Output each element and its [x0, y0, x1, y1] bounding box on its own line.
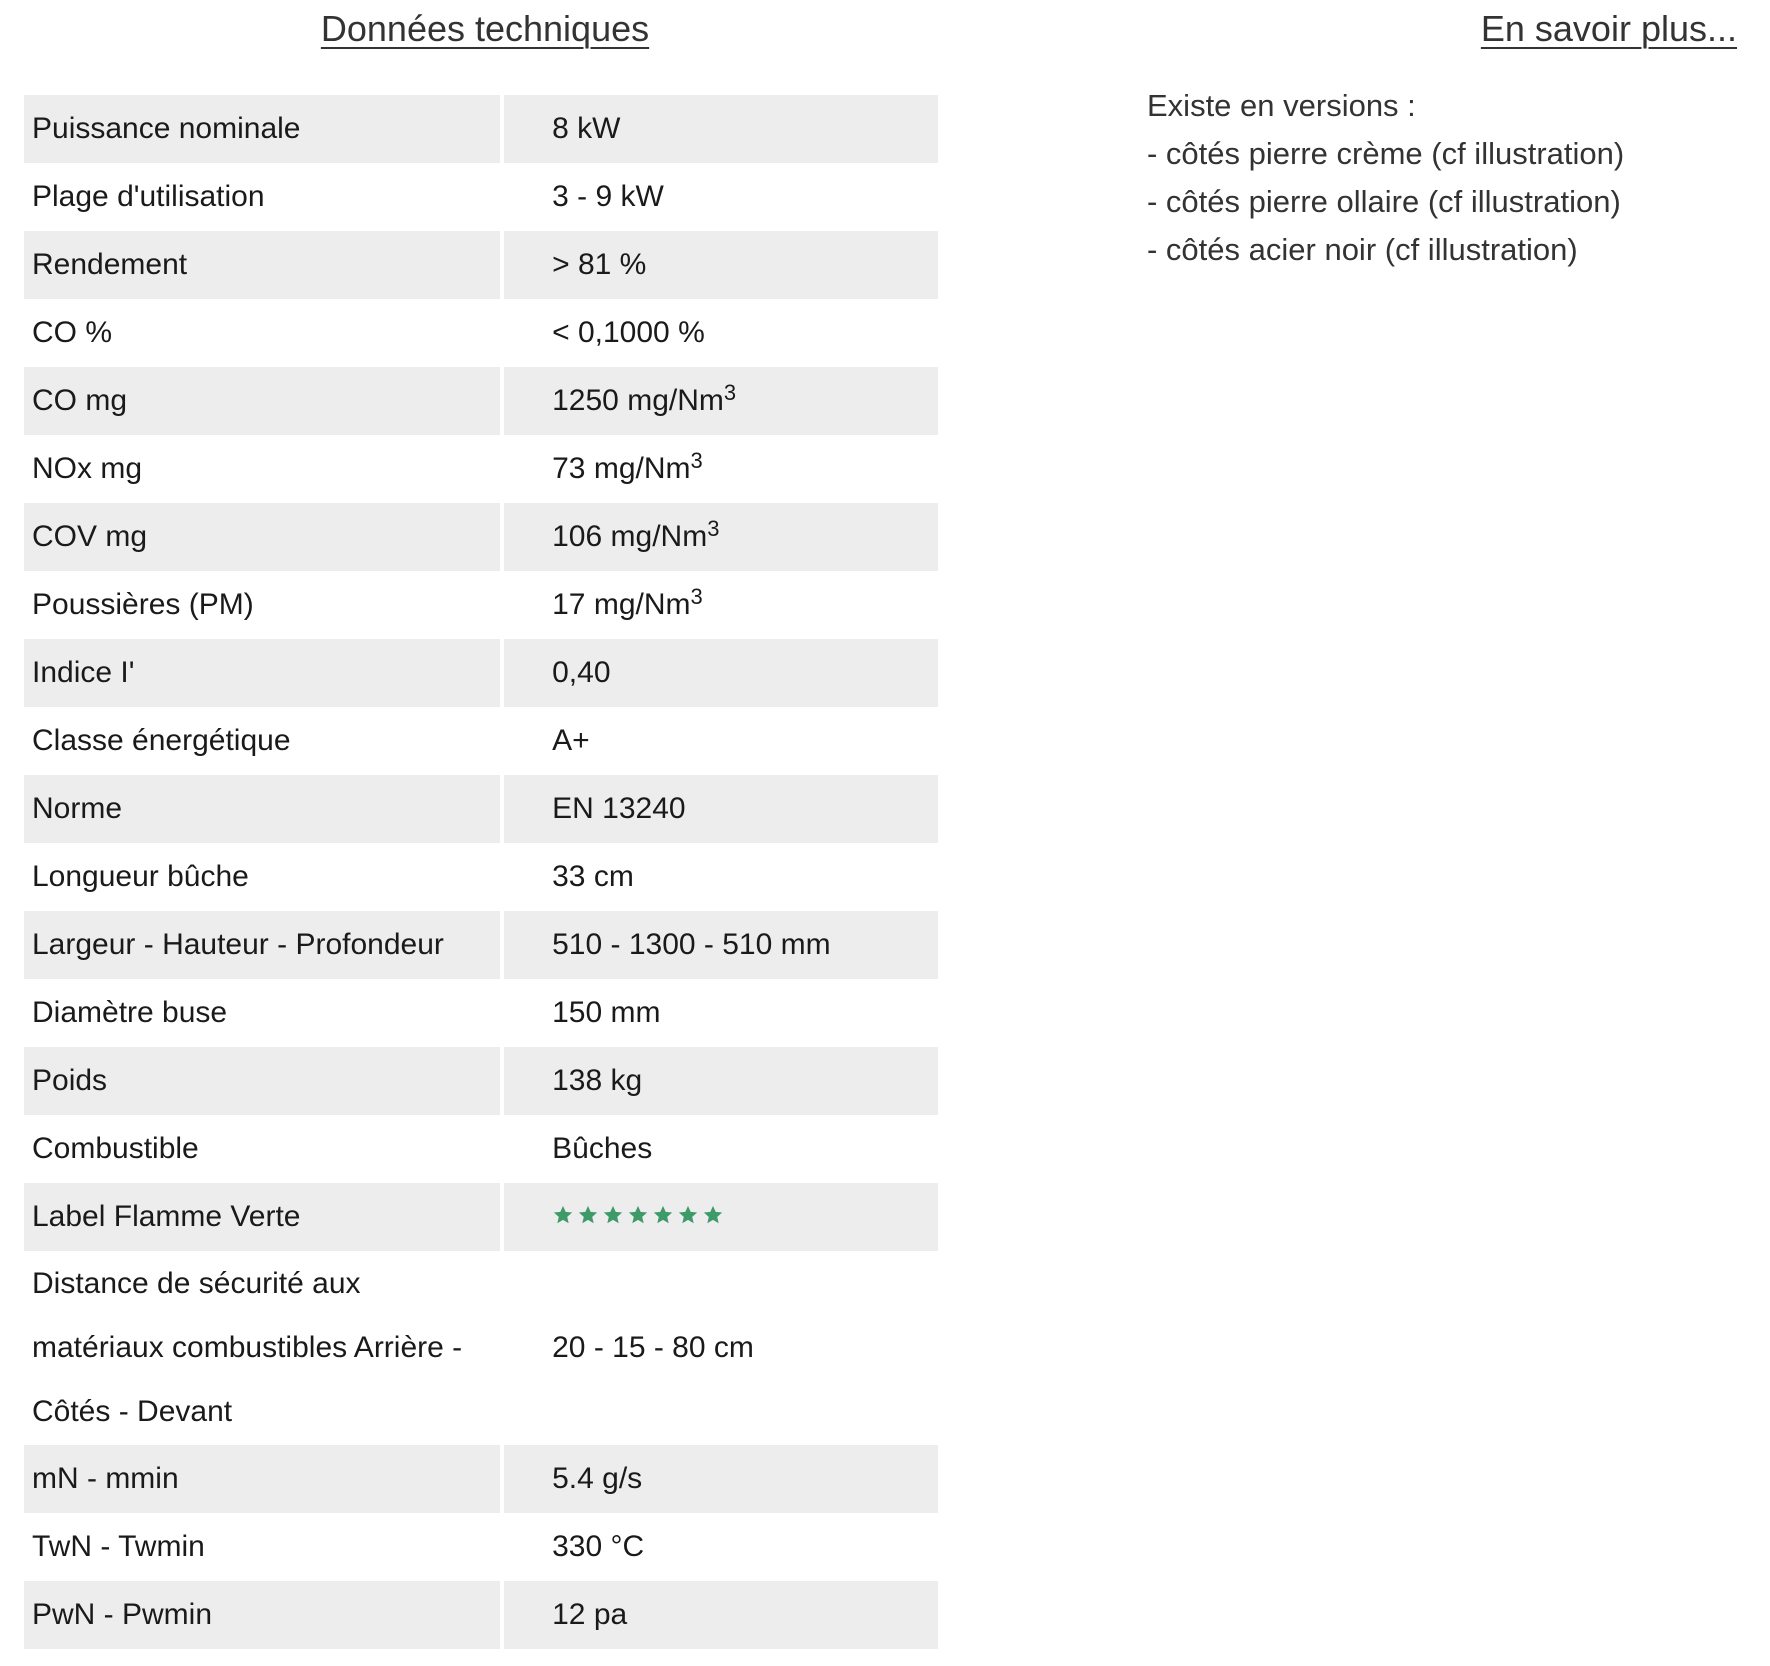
spec-label: Classe énergétique	[32, 724, 291, 757]
spec-row	[24, 435, 938, 503]
spec-row	[24, 1047, 938, 1115]
unit-exponent: 3	[723, 380, 737, 405]
spec-value-text: 33 cm	[552, 860, 634, 893]
version-item-cream-stone: - côtés pierre crème (cf illustration)	[1147, 136, 1625, 171]
spec-value	[504, 1251, 938, 1445]
spec-row	[24, 503, 938, 571]
flamme-verte-rating	[552, 1204, 724, 1226]
spec-label: Indice I'	[24, 639, 500, 707]
versions-list	[1147, 82, 1624, 274]
spec-value-text: 0,40	[552, 656, 611, 689]
spec-value	[504, 1445, 938, 1513]
spec-row	[24, 1115, 938, 1183]
spec-value	[504, 1513, 938, 1581]
spec-label: Diamètre buse	[32, 996, 228, 1029]
unit-exponent: 3	[707, 516, 720, 541]
spec-label: Plage d'utilisation	[32, 180, 265, 213]
spec-value	[504, 639, 938, 707]
spec-row	[24, 1445, 938, 1513]
spec-value-text: 330 °C	[552, 1530, 645, 1563]
spec-row	[24, 707, 938, 775]
spec-value	[504, 1115, 938, 1183]
spec-label: Label Flamme Verte	[24, 1183, 500, 1251]
spec-value	[504, 911, 938, 979]
spec-value	[504, 231, 938, 299]
spec-value	[504, 775, 938, 843]
star-icon	[652, 1204, 674, 1226]
spec-row	[24, 1513, 938, 1581]
spec-label: mN - mmin	[24, 1445, 500, 1513]
spec-row	[24, 979, 938, 1047]
spec-label: Puissance nominale	[24, 95, 500, 163]
spec-value	[504, 163, 938, 231]
spec-value	[504, 367, 938, 435]
learn-more-link[interactable]: En savoir plus...	[1480, 8, 1737, 49]
spec-value	[504, 1581, 938, 1649]
spec-label: PwN - Pwmin	[24, 1581, 500, 1649]
spec-row	[24, 639, 938, 707]
spec-value-text: 510 - 1300 - 510 mm	[552, 928, 831, 961]
spec-value	[504, 95, 938, 163]
star-icon	[602, 1204, 624, 1226]
star-icon	[552, 1204, 574, 1226]
spec-row	[24, 163, 938, 231]
spec-value-text: 3 - 9 kW	[552, 180, 664, 213]
spec-row	[24, 1251, 938, 1445]
version-item-black-steel: - côtés acier noir (cf illustration)	[1147, 232, 1578, 267]
spec-value	[504, 979, 938, 1047]
spec-value	[504, 571, 938, 639]
spec-value-text: 12 pa	[552, 1598, 628, 1631]
spec-value	[504, 503, 938, 571]
spec-value	[504, 843, 938, 911]
spec-value-text: 138 kg	[552, 1064, 643, 1097]
spec-value-text: 150 mm	[552, 996, 661, 1029]
specs-table	[20, 95, 942, 1649]
spec-label: CO %	[32, 316, 113, 349]
versions-intro: Existe en versions :	[1147, 88, 1416, 123]
spec-row	[24, 571, 938, 639]
spec-value-text: A+	[552, 724, 590, 757]
spec-value	[504, 707, 938, 775]
spec-label: COV mg	[24, 503, 500, 571]
spec-row	[24, 1183, 938, 1251]
version-item-soapstone: - côtés pierre ollaire (cf illustration)	[1147, 184, 1621, 219]
spec-label: Poids	[24, 1047, 500, 1115]
spec-row	[24, 231, 938, 299]
spec-label: Distance de sécurité aux matériaux combustibles Arrière - Côtés - Devant	[32, 1267, 463, 1428]
spec-label: NOx mg	[32, 452, 143, 485]
unit-exponent: 3	[690, 584, 703, 609]
technical-data-heading[interactable]: Données techniques	[320, 8, 650, 49]
spec-label: Longueur bûche	[32, 860, 249, 893]
spec-value-text: 106 mg/Nm	[552, 520, 708, 553]
spec-value-text: 1250 mg/Nm	[552, 384, 724, 417]
star-icon	[577, 1204, 599, 1226]
spec-value-text: 5.4 g/s	[552, 1462, 643, 1495]
spec-label: Norme	[24, 775, 500, 843]
spec-row	[24, 299, 938, 367]
spec-label: TwN - Twmin	[32, 1530, 205, 1563]
spec-value-text: EN 13240	[552, 792, 686, 825]
spec-value-text: 73 mg/Nm	[552, 452, 691, 485]
spec-value	[504, 299, 938, 367]
spec-row	[24, 775, 938, 843]
spec-label: Largeur - Hauteur - Profondeur	[24, 911, 500, 979]
spec-row	[24, 1581, 938, 1649]
spec-row	[24, 367, 938, 435]
spec-value	[504, 1183, 938, 1251]
spec-label: CO mg	[24, 367, 500, 435]
spec-label: Combustible	[32, 1132, 199, 1165]
star-icon	[677, 1204, 699, 1226]
star-icon	[627, 1204, 649, 1226]
spec-value-text: Bûches	[552, 1132, 653, 1165]
spec-value-text: 17 mg/Nm	[552, 588, 691, 621]
unit-exponent: 3	[690, 448, 703, 473]
spec-label: Poussières (PM)	[32, 588, 254, 621]
spec-value-text: 20 - 15 - 80 cm	[552, 1331, 754, 1364]
spec-label: Rendement	[24, 231, 500, 299]
spec-row	[24, 843, 938, 911]
spec-value	[504, 1047, 938, 1115]
spec-row	[24, 95, 938, 163]
spec-row	[24, 911, 938, 979]
spec-value-text: 8 kW	[552, 112, 621, 145]
spec-value	[504, 435, 938, 503]
spec-value-text: < 0,1000 %	[552, 316, 705, 349]
spec-value-text: > 81 %	[552, 248, 647, 281]
star-icon	[702, 1204, 724, 1226]
